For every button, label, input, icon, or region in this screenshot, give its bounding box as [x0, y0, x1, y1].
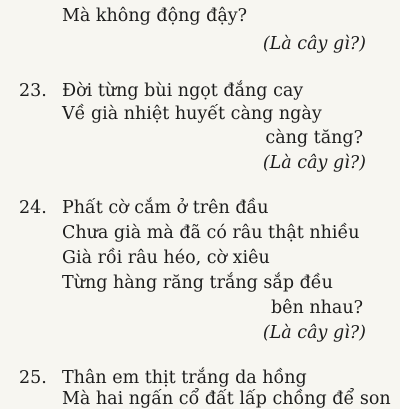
riddle-answer-prompt: (Là cây gì?) — [262, 34, 366, 54]
riddle-line-continuation: bên nhau? — [270, 298, 363, 318]
riddle-line: Phất cờ cắm ở trên đầu — [62, 198, 269, 218]
riddle-line-cut-off — [62, 389, 391, 409]
riddle-number: 25. — [19, 368, 47, 388]
riddle-line: Về già nhiệt huyết càng ngày — [62, 104, 322, 124]
riddle-line: Thân em thịt trắng da hồng — [62, 368, 307, 388]
riddle-line: Mà không động đậy? — [62, 6, 248, 26]
riddle-number: 23. — [19, 81, 47, 101]
riddle-line-continuation: càng tăng? — [265, 128, 363, 148]
riddle-line: Đời từng bùi ngọt đắng cay — [62, 81, 304, 101]
riddle-number: 24. — [19, 198, 47, 218]
riddle-answer-prompt: (Là cây gì?) — [262, 153, 366, 173]
riddle-line: Mà hai ngấn cổ đất lấp chồng để son — [62, 389, 391, 409]
riddle-line: Già rồi râu héo, cờ xiêu — [62, 248, 270, 268]
riddle-line: Từng hàng răng trắng sắp đều — [62, 273, 333, 293]
riddle-line: Chưa già mà đã có râu thật nhiều — [62, 223, 360, 243]
riddle-answer-prompt: (Là cây gì?) — [262, 323, 366, 343]
